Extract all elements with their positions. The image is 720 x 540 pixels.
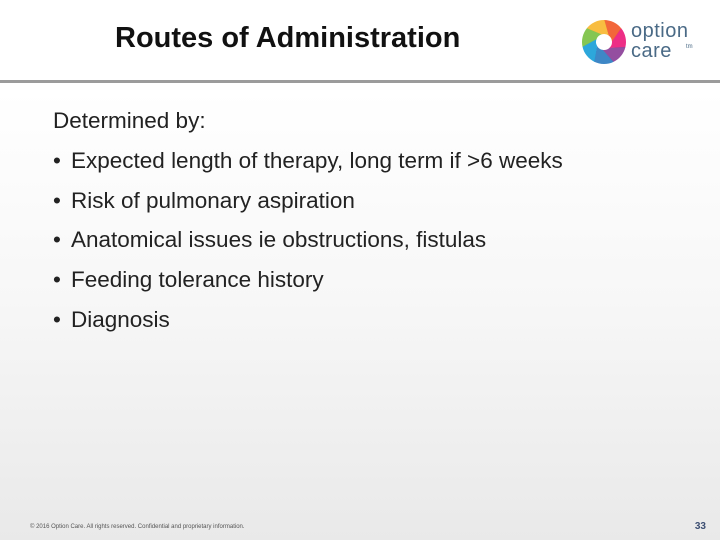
logo-word-option: option [631, 20, 689, 42]
page-number: 33 [694, 521, 706, 532]
bullet-item [53, 300, 693, 340]
bullet-icon: • [53, 147, 61, 173]
bullet-icon: • [53, 306, 61, 332]
bullet-text: Expected length of therapy, long term if >6 weeks [71, 147, 563, 173]
bullet-item [53, 220, 693, 260]
logo-word-care: care [631, 40, 672, 62]
slide-body [53, 101, 693, 340]
bullet-item [53, 181, 693, 221]
header-divider [0, 80, 720, 83]
logo-trademark: tm [686, 44, 693, 50]
slide-title: Routes of Administration [115, 22, 461, 54]
bullet-icon: • [53, 227, 61, 253]
bullet-text: Anatomical issues ie obstructions, fistulas [71, 227, 487, 253]
copyright-footer: © 2016 Option Care. All rights reserved. Confidential and proprietary information. [30, 524, 245, 530]
bullet-item [53, 260, 693, 300]
bullet-icon: • [53, 187, 61, 213]
bullet-text: Diagnosis [71, 306, 170, 332]
intro-text: Determined by: [53, 108, 206, 133]
logo-wordmark [631, 21, 701, 61]
bullet-icon: • [53, 267, 61, 293]
bullet-text: Feeding tolerance history [71, 267, 324, 293]
slide-header [0, 0, 720, 80]
company-logo [581, 19, 701, 67]
option-care-logo-icon [581, 19, 627, 65]
bullet-item [53, 141, 693, 181]
bullet-text: Risk of pulmonary aspiration [71, 187, 355, 213]
